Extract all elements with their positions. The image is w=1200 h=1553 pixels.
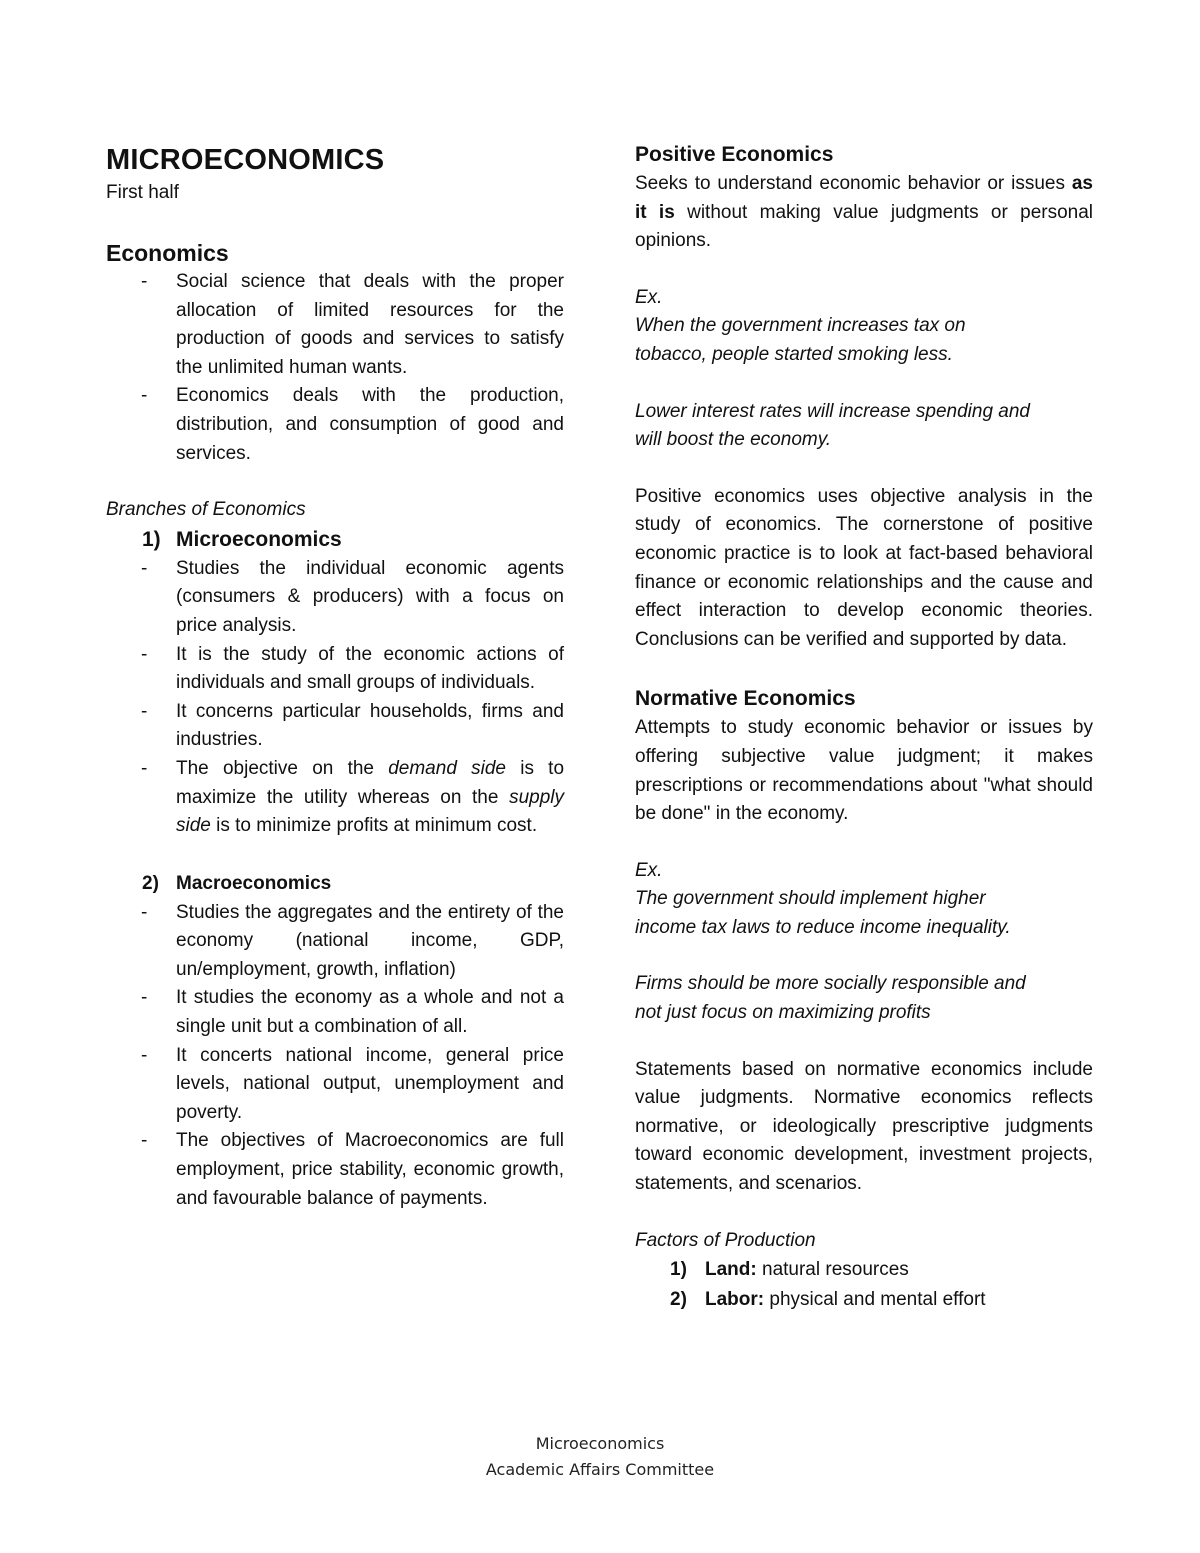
section-number: 2) [142,872,159,894]
factors-label: Factors of Production [635,1229,816,1251]
list-item: - It concerns particular households, firms and industries. [106,698,564,755]
dash-bullet: - [141,1130,148,1152]
list-item: - Studies the aggregates and the entirety of the economy (national income, GDP, un/employment, growth, inflation) [106,899,564,985]
economics-points [106,268,564,468]
dash-bullet: - [141,1044,148,1066]
list-item: - Social science that deals with the proper allocation of limited resources for the production of goods and services to satisfy the unlimited human wants. [106,268,564,382]
list-item: - The objective on the demand side is to maximize the utility whereas on the supply side is to minimize profits at minimum cost. [106,755,564,841]
positive-economics-heading: Positive Economics [635,143,834,166]
normative-example-1-line-2: income tax laws to reduce income inequality. [635,916,1011,938]
positive-example-1-line-1: When the government increases tax on [635,315,966,337]
normative-example-1-line-1: The government should implement higher [635,888,986,910]
item-number: 1) [670,1259,687,1281]
page-footer [0,1431,1200,1483]
list-item: - Economics deals with the production, distribution, and consumption of good and services. [106,382,564,468]
document-title: MICROECONOMICS [106,144,385,176]
dash-bullet: - [141,557,148,579]
branches-label: Branches of Economics [106,499,306,521]
list-item: 2) Labor: physical and mental effort [635,1285,1093,1315]
macroeconomics-points [106,899,564,1214]
list-item: 1) Land: natural resources [635,1255,1093,1285]
item-number: 2) [670,1289,687,1311]
dash-bullet: - [141,643,148,665]
dash-bullet: - [141,385,148,407]
dash-bullet: - [141,901,148,923]
positive-example-2-line-2: will boost the economy. [635,429,832,451]
microeconomics-points [106,555,564,841]
economics-heading: Economics [106,240,229,266]
dash-bullet: - [141,987,148,1009]
footer-line-1: Microeconomics [535,1434,665,1453]
positive-example-2-line-1: Lower interest rates will increase spending and [635,400,1030,422]
footer-line-2: Academic Affairs Committee [485,1460,715,1479]
macroeconomics-heading: 2) Macroeconomics [106,869,564,899]
section-number: 1) [142,527,161,551]
dash-bullet: - [141,700,148,722]
list-item: - It studies the economy as a whole and not a single unit but a combination of all. [106,984,564,1041]
normative-definition: Attempts to study economic behavior or issues by offering subjective value judgment; it makes prescriptions or recommendations about "what should be done" in the economy. [635,717,1093,825]
right-column [635,140,1093,1315]
normative-economics-heading: Normative Economics [635,687,856,711]
positive-paragraph: Positive economics uses objective analysis in the study of economics. The cornerstone of positive economic practice is to look at fact-based behavioral finance or economic relationships and the cause and effect interaction to develop economic theories. Conclusions can be verified and supported by data. [635,485,1093,650]
list-item: - It is the study of the economic actions of individuals and small groups of individuals. [106,641,564,698]
list-item: - The objectives of Macroeconomics are full employment, price stability, economic growth, and favourable balance of payments. [106,1127,564,1213]
positive-example-label: Ex. [635,286,663,308]
positive-example-1-line-2: tobacco, people started smoking less. [635,343,953,365]
document-subtitle: First half [106,182,179,203]
normative-paragraph: Statements based on normative economics include value judgments. Normative economics reflects normative, or ideologically prescriptive judgments toward economic development, investment projects, statements, and scenarios. [635,1058,1093,1195]
left-column [106,140,564,1213]
factors-list [635,1255,1093,1315]
normative-example-label: Ex. [635,859,663,881]
normative-example-2-line-2: not just focus on maximizing profits [635,1002,931,1024]
dash-bullet: - [141,757,148,779]
positive-definition: Seeks to understand economic behavior or issues as it is without making value judgments or personal opinions. [635,173,1094,252]
list-item: - Studies the individual economic agents (consumers & producers) with a focus on price analysis. [106,555,564,641]
dash-bullet: - [141,271,148,292]
microeconomics-heading: 1) Microeconomics [106,525,564,555]
normative-example-2-line-1: Firms should be more socially responsible and [635,973,1026,995]
list-item: - It concerts national income, general price levels, national output, unemployment and poverty. [106,1042,564,1128]
